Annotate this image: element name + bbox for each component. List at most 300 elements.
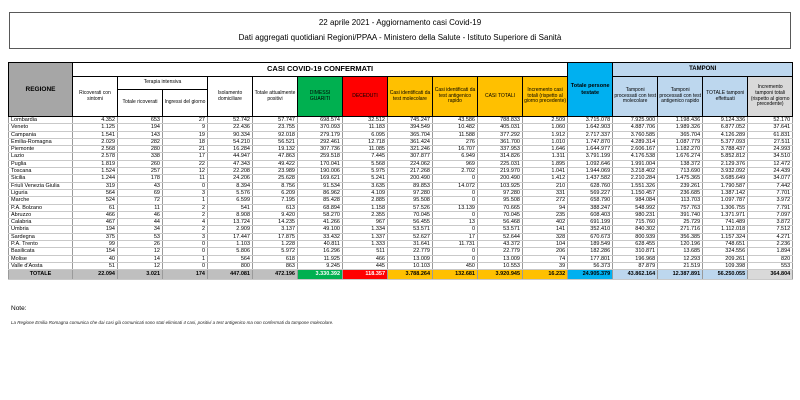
cell: 259.518 (298, 153, 343, 160)
cell: 394.549 (388, 124, 433, 131)
cell: 9.124.336 (703, 117, 748, 124)
table-row (9, 262, 793, 269)
region-name: Liguria (9, 189, 73, 196)
cell: 196.968 (613, 255, 658, 262)
cell: 12.387.891 (658, 270, 703, 280)
cell: 466 (73, 211, 118, 218)
cell: 1.387.142 (703, 189, 748, 196)
cell: 21 (163, 146, 208, 153)
cell: 1.087.779 (658, 138, 703, 145)
cell: 388.247 (568, 204, 613, 211)
cell: 3 (163, 189, 208, 196)
cell: 225.031 (478, 160, 523, 167)
col-header-tamponi-molecolare: Tamponi processati con test molecolare (613, 77, 658, 117)
cell: 511 (343, 248, 388, 255)
cell: 16.284 (208, 146, 253, 153)
cell: 239.261 (658, 182, 703, 189)
cell: 2.702 (433, 168, 478, 175)
cell: 1.158 (343, 204, 388, 211)
region-name: Calabria (9, 219, 73, 226)
cell: 3.685.649 (703, 175, 748, 182)
region-name: Campania (9, 131, 73, 138)
cell: 715.760 (613, 219, 658, 226)
cell: 11.731 (433, 241, 478, 248)
cell: 364.804 (748, 270, 793, 280)
cell: 5.806 (208, 248, 253, 255)
cell: 1 (163, 197, 208, 204)
cell: 1.944.069 (568, 168, 613, 175)
cell: 209.261 (703, 255, 748, 262)
cell: 3.920.945 (478, 270, 523, 280)
table-row (9, 255, 793, 262)
cell: 178 (118, 175, 163, 182)
cell: 1.412 (523, 175, 568, 182)
cell: 219.970 (478, 168, 523, 175)
table-body (9, 117, 793, 280)
cell: 280 (118, 146, 163, 153)
cell: 1.112.018 (703, 226, 748, 233)
cell: 10.482 (433, 124, 478, 131)
cell: 541 (208, 204, 253, 211)
cell: 70.665 (478, 204, 523, 211)
cell: 94 (523, 204, 568, 211)
cell: 800 (208, 262, 253, 269)
cell: 365.704 (388, 131, 433, 138)
cell: 2.355 (343, 211, 388, 218)
cell: 12 (118, 248, 163, 255)
cell: 194 (118, 124, 163, 131)
cell: 5.852.812 (703, 153, 748, 160)
cell: 745.247 (388, 117, 433, 124)
table-row (9, 226, 793, 233)
cell: 4.126.289 (703, 131, 748, 138)
header-casi-confermati: CASI COVID-19 CONFERMATI (73, 63, 568, 77)
cell: 177.801 (568, 255, 613, 262)
cell: 113.703 (658, 197, 703, 204)
table-row (9, 233, 793, 240)
cell: 68.894 (298, 204, 343, 211)
cell: 8.908 (208, 211, 253, 218)
cell: 8.394 (208, 182, 253, 189)
cell: 466 (343, 255, 388, 262)
cell: 0 (163, 248, 208, 255)
covid-data-table (8, 62, 793, 280)
cell: 43.586 (433, 117, 478, 124)
cell: 3.137 (253, 226, 298, 233)
cell: 7.442 (748, 182, 793, 189)
cell: 1.747.870 (568, 138, 613, 145)
region-name: Puglia (9, 160, 73, 167)
cell: 0 (433, 211, 478, 218)
table-row (9, 168, 793, 175)
header-group-row (9, 63, 793, 77)
cell: 7.791 (748, 204, 793, 211)
cell: 235 (523, 211, 568, 218)
cell: 16.296 (298, 248, 343, 255)
cell: 653 (118, 117, 163, 124)
cell: 56.521 (253, 138, 298, 145)
cell: 4 (163, 219, 208, 226)
cell: 11.183 (343, 124, 388, 131)
cell: 5.975 (343, 168, 388, 175)
cell: 375 (73, 233, 118, 240)
cell: 74 (523, 255, 568, 262)
cell: 1.182.270 (658, 146, 703, 153)
region-name: Emilia-Romagna (9, 138, 73, 145)
cell: 361.424 (388, 138, 433, 145)
cell: 17.875 (253, 233, 298, 240)
table-row (9, 182, 793, 189)
cell: 11 (163, 175, 208, 182)
region-name: Basilicata (9, 248, 73, 255)
cell: 61.831 (748, 131, 793, 138)
cell: 967 (343, 219, 388, 226)
cell: 141 (523, 226, 568, 233)
cell: 3 (163, 233, 208, 240)
cell: 9.245 (298, 262, 343, 269)
cell: 2 (163, 204, 208, 211)
cell: 1.337 (343, 233, 388, 240)
header-tamponi-group: TAMPONI (613, 63, 793, 77)
cell: 324.556 (703, 248, 748, 255)
region-name: Molise (9, 255, 73, 262)
cell: 1.895 (523, 160, 568, 167)
cell: 310.871 (613, 248, 658, 255)
cell: 25.628 (253, 175, 298, 182)
report-title: 22 aprile 2021 - Aggiornamento casi Covid-19 (318, 18, 482, 27)
cell: 31.641 (388, 241, 433, 248)
cell: 7.925.900 (613, 117, 658, 124)
cell: 670.673 (568, 233, 613, 240)
cell: 224.062 (388, 160, 433, 167)
cell: 11.925 (298, 255, 343, 262)
cell: 12 (163, 168, 208, 175)
table-row (9, 241, 793, 248)
cell: 450 (433, 262, 478, 269)
cell: 11 (118, 204, 163, 211)
cell: 1.894 (748, 248, 793, 255)
table-row (9, 189, 793, 196)
cell: 6.877.052 (703, 124, 748, 131)
cell: 56.468 (478, 219, 523, 226)
cell: 2.568 (73, 146, 118, 153)
cell: 70.045 (478, 211, 523, 218)
cell: 91.534 (298, 182, 343, 189)
cell: 22.208 (208, 168, 253, 175)
table-row (9, 197, 793, 204)
cell: 13.009 (478, 255, 523, 262)
report-title-box (9, 12, 791, 49)
cell: 200.490 (388, 175, 433, 182)
cell: 24.206 (208, 175, 253, 182)
cell: 52.644 (478, 233, 523, 240)
cell: 27.511 (748, 138, 793, 145)
cell: 4.109 (343, 189, 388, 196)
cell: 1.198.436 (658, 117, 703, 124)
cell: 47.863 (253, 153, 298, 160)
cell: 27 (163, 117, 208, 124)
cell: 800.939 (613, 233, 658, 240)
cell: 447.081 (208, 270, 253, 280)
cell: 9 (163, 124, 208, 131)
cell: 3.021 (118, 270, 163, 280)
cell: 97.280 (388, 189, 433, 196)
cell: 2 (163, 211, 208, 218)
table-row (9, 131, 793, 138)
cell: 13.009 (388, 255, 433, 262)
col-header-casi-test-molecolare: Casi identificati da test molecolare (388, 77, 433, 117)
region-name: Sicilia (9, 175, 73, 182)
cell: 713.690 (658, 168, 703, 175)
cell: 52.627 (388, 233, 433, 240)
cell: 86.962 (298, 189, 343, 196)
cell: 132.681 (433, 270, 478, 280)
region-name: Lazio (9, 153, 73, 160)
cell: 405.031 (478, 124, 523, 131)
cell: 22.094 (73, 270, 118, 280)
cell: 194 (73, 226, 118, 233)
cell: 279.179 (298, 131, 343, 138)
cell: 6.209 (253, 189, 298, 196)
cell: 12.718 (343, 138, 388, 145)
cell: 4.176.538 (613, 153, 658, 160)
col-header-regione: REGIONE (9, 63, 73, 117)
cell: 608.403 (568, 211, 613, 218)
table-row (9, 219, 793, 226)
region-name: Veneto (9, 124, 73, 131)
cell: 85.428 (298, 197, 343, 204)
cell: 53.571 (388, 226, 433, 233)
cell: 282 (118, 138, 163, 145)
cell: 1.125 (73, 124, 118, 131)
cell: 1.989.326 (658, 124, 703, 131)
cell: 182.286 (568, 248, 613, 255)
cell: 24.993 (748, 146, 793, 153)
cell: 391.740 (658, 211, 703, 218)
cell: 3.788.264 (388, 270, 433, 280)
cell: 757.763 (658, 204, 703, 211)
cell: 361.700 (478, 138, 523, 145)
col-header-isolamento-domiciliare: Isolamento domiciliare (208, 77, 253, 117)
cell: 569.227 (568, 189, 613, 196)
cell: 272 (523, 197, 568, 204)
cell: 33.432 (298, 233, 343, 240)
cell: 19.132 (253, 146, 298, 153)
cell: 3.760.585 (613, 131, 658, 138)
cell: 46 (118, 211, 163, 218)
cell: 61 (73, 204, 118, 211)
cell: 13.139 (433, 204, 478, 211)
cell: 3.330.392 (298, 270, 343, 280)
cell: 10.553 (478, 262, 523, 269)
cell: 292.461 (298, 138, 343, 145)
cell: 7.701 (748, 189, 793, 196)
cell: 21.519 (658, 262, 703, 269)
cell: 969 (433, 160, 478, 167)
region-name: Piemonte (9, 146, 73, 153)
cell: 169.621 (298, 175, 343, 182)
cell: 524 (73, 197, 118, 204)
cell: 2.210.284 (613, 175, 658, 182)
cell: 260 (118, 160, 163, 167)
cell: 8.756 (253, 182, 298, 189)
cell: 70.045 (388, 211, 433, 218)
note-text: La Regione Emilia Romagna comunica che dai casi già comunicati sono stati eliminati 4 casi, positivi a test antigenico ma non confermati da tampone molecolare. (11, 320, 334, 325)
cell: 95.508 (388, 197, 433, 204)
cell: 1.157.324 (703, 233, 748, 240)
cell: 553 (748, 262, 793, 269)
col-header-totale-attualmente-positivi: Totale attualmente positivi (253, 77, 298, 117)
cell: 37.641 (748, 124, 793, 131)
cell: 1.041 (523, 168, 568, 175)
cell: 5.576 (208, 189, 253, 196)
cell: 1.092.646 (568, 160, 613, 167)
cell: 2 (163, 226, 208, 233)
cell: 57.526 (388, 204, 433, 211)
cell: 17 (163, 153, 208, 160)
cell: 41.266 (298, 219, 343, 226)
cell: 190.006 (298, 168, 343, 175)
cell: 16.232 (523, 270, 568, 280)
cell: 1.010 (523, 138, 568, 145)
cell: 1.991.004 (613, 160, 658, 167)
cell: 984.084 (613, 197, 658, 204)
cell: 1.244 (73, 175, 118, 182)
cell: 9.420 (253, 211, 298, 218)
cell: 56.373 (568, 262, 613, 269)
cell: 1.524 (73, 168, 118, 175)
table-header (9, 63, 793, 117)
cell: 43.372 (478, 241, 523, 248)
cell: 548.992 (613, 204, 658, 211)
cell: 54.210 (208, 138, 253, 145)
table-row (9, 138, 793, 145)
cell: 99 (73, 241, 118, 248)
table-row (9, 160, 793, 167)
cell: 3.872 (748, 219, 793, 226)
cell: 57.747 (253, 117, 298, 124)
cell: 12.293 (658, 255, 703, 262)
cell: 22.436 (208, 124, 253, 131)
cell: 17 (433, 233, 478, 240)
cell: 5.377.093 (703, 138, 748, 145)
cell: 2.717.337 (568, 131, 613, 138)
cell: 1.437.582 (568, 175, 613, 182)
cell: 564 (208, 255, 253, 262)
cell: 6.949 (433, 153, 478, 160)
region-name: TOTALE (9, 270, 73, 280)
cell: 56.250.055 (703, 270, 748, 280)
cell: 174 (163, 270, 208, 280)
cell: 22.779 (478, 248, 523, 255)
cell: 7.445 (343, 153, 388, 160)
region-name: Marche (9, 197, 73, 204)
cell: 206 (523, 248, 568, 255)
cell: 14 (118, 255, 163, 262)
cell: 2.029 (73, 138, 118, 145)
col-header-incremento-casi-totali: Incremento casi totali (rispetto al giorno precedente) (523, 77, 568, 117)
cell: 5.241 (343, 175, 388, 182)
cell: 34.077 (748, 175, 793, 182)
cell: 12.472 (748, 160, 793, 167)
col-header-casi-totali: CASI TOTALI (478, 77, 523, 117)
cell: 154 (73, 248, 118, 255)
cell: 840.302 (613, 226, 658, 233)
cell: 40.811 (298, 241, 343, 248)
cell: 217.268 (388, 168, 433, 175)
cell: 49.100 (298, 226, 343, 233)
cell: 356.385 (658, 233, 703, 240)
cell: 43.862.164 (613, 270, 658, 280)
cell: 19 (163, 131, 208, 138)
cell: 200.490 (478, 175, 523, 182)
cell: 1.541 (73, 131, 118, 138)
cell: 658.790 (568, 197, 613, 204)
cell: 118.357 (343, 270, 388, 280)
cell: 0 (163, 182, 208, 189)
cell: 22.779 (388, 248, 433, 255)
cell: 97.280 (478, 189, 523, 196)
cell: 691.199 (568, 219, 613, 226)
cell: 0 (433, 189, 478, 196)
region-name: Toscana (9, 168, 73, 175)
cell: 16.707 (433, 146, 478, 153)
cell: 4.289.314 (613, 138, 658, 145)
cell: 44 (118, 219, 163, 226)
col-header-ricoverati-con-sintomi: Ricoverati con sintomi (73, 77, 118, 117)
cell: 472.196 (253, 270, 298, 280)
cell: 467 (73, 219, 118, 226)
table-row (9, 146, 793, 153)
cell: 7.512 (748, 226, 793, 233)
cell: 170.041 (298, 160, 343, 167)
cell: 14.072 (433, 182, 478, 189)
col-header-totale-ricoverati: Totale ricoverati (118, 90, 163, 117)
cell: 402 (523, 219, 568, 226)
region-name: Valle d'Aosta (9, 262, 73, 269)
cell: 10.103 (388, 262, 433, 269)
cell: 89.853 (388, 182, 433, 189)
cell: 1.334 (343, 226, 388, 233)
cell: 53 (118, 233, 163, 240)
cell: 352.410 (568, 226, 613, 233)
cell: 32.512 (343, 117, 388, 124)
table-row (9, 204, 793, 211)
cell: 1 (163, 255, 208, 262)
region-name: P.A. Trento (9, 241, 73, 248)
cell: 271.716 (658, 226, 703, 233)
cell: 328 (523, 233, 568, 240)
cell: 3.218.402 (613, 168, 658, 175)
cell: 980.231 (613, 211, 658, 218)
cell: 319 (73, 182, 118, 189)
cell: 236.685 (658, 189, 703, 196)
cell: 58.270 (298, 211, 343, 218)
cell: 72 (118, 197, 163, 204)
report-subtitle: Dati aggregati quotidiani Regioni/PPAA - Ministero della Salute - Istituto Superiore di Sanità (238, 33, 562, 42)
cell: 445 (343, 262, 388, 269)
cell: 3.932.092 (703, 168, 748, 175)
cell: 90.334 (208, 131, 253, 138)
cell: 104 (523, 241, 568, 248)
cell: 863 (253, 262, 298, 269)
cell: 365.704 (658, 131, 703, 138)
col-header-dimessi-guariti: DIMESSI GUARITI (298, 77, 343, 117)
cell: 4.887.706 (613, 124, 658, 131)
cell: 1.103 (208, 241, 253, 248)
cell: 788.833 (478, 117, 523, 124)
cell: 6.599 (208, 197, 253, 204)
